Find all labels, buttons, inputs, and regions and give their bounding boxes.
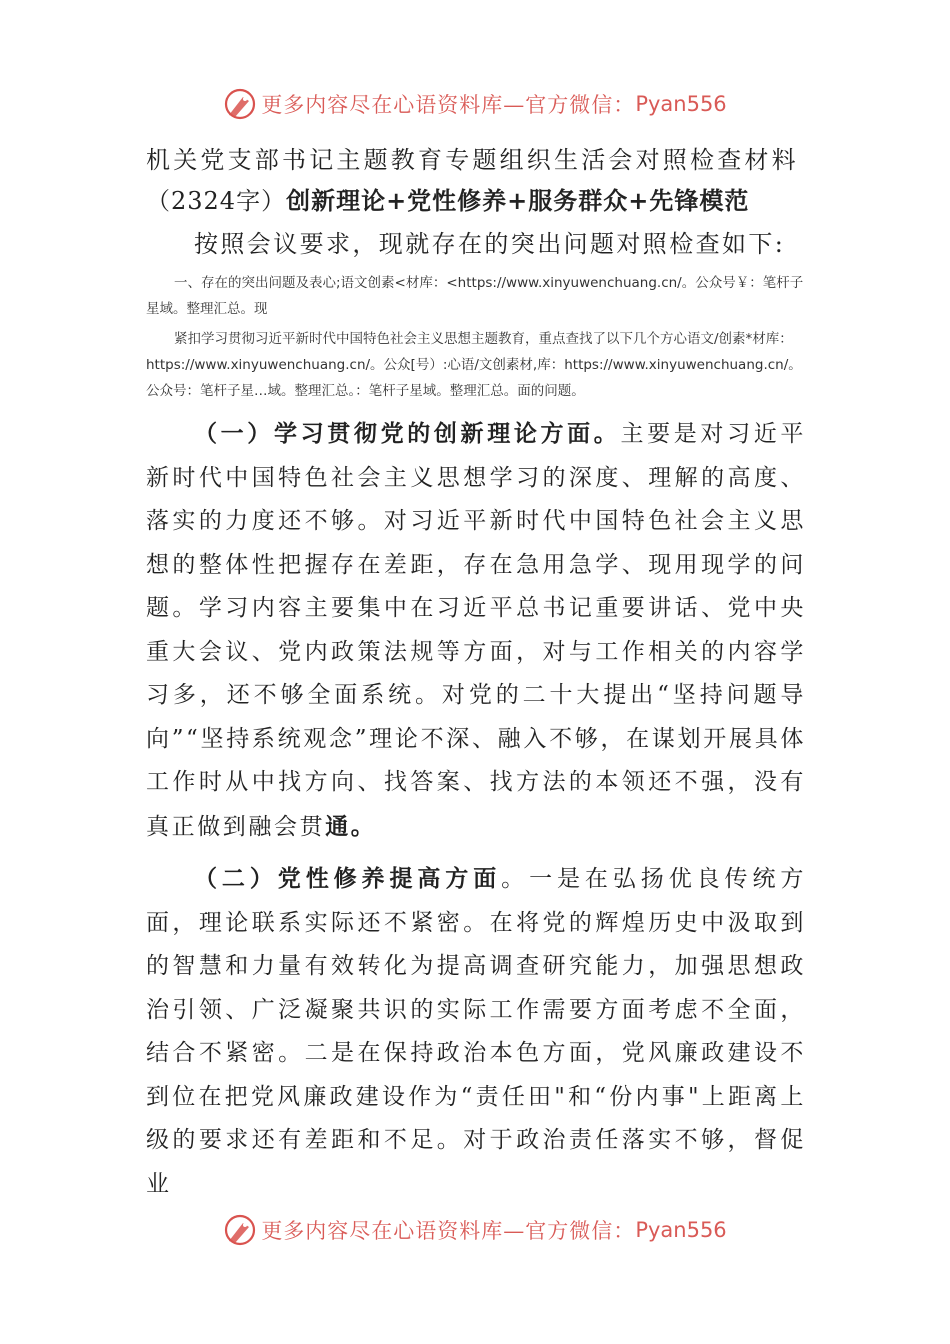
- banner-text: 更多内容尽在心语资料库—官方微信：: [261, 93, 636, 117]
- doc-title-line2: [146, 180, 806, 222]
- section-1-text: 主要是对习近平新时代中国特色社会主义思想学习的深度、理解的高度、落实的力度还不够。对习近平新时代中国特色社会主义思想的整体性把握存在差距，存在急用急学、现用现学的问题。学习内容主要集中在习近平总书记重要讲话、党中央重大会议、党内政策法规等方面，对与工作相关的内容学习多，还不够全面系统。对党的二十大提出“坚持问题导向”“坚持系统观念”理论不深、融入不够，在谋划开展具体工作时从中找方向、找答案、找方法的本领还不强，没有真正做到融会贯: [146, 421, 806, 840]
- doc-title-wordcount: （2324字）: [146, 187, 287, 215]
- header-banner: [0, 82, 950, 126]
- document-body: [146, 140, 806, 1206]
- doc-title-line1: 机关党支部书记主题教育专题组织生活会对照检查材料: [146, 146, 799, 174]
- section-2-paragraph: [146, 857, 806, 1206]
- section-1-tail: 通。: [325, 812, 377, 840]
- small-paragraph-1: 一、存在的突出问题及表心;语文创素<材库：<https://www.xinyuwenchuang.cn/。公众号￥：笔杆子星域。整理汇总。现: [146, 275, 804, 317]
- pen-nib-logo-icon: [223, 1213, 257, 1247]
- pen-nib-logo-icon: [223, 87, 257, 121]
- doc-title-topics: 创新理论+党性修养+服务群众+先锋模范: [286, 186, 750, 215]
- footer-banner: [0, 1208, 950, 1252]
- intro-line: 按照会议要求，现就存在的突出问题对照检查如下:: [194, 230, 786, 258]
- small-paragraph-2: 紧扣学习贯彻习近平新时代中国特色社会主义思想主题教育，重点查找了以下几个方心语文/创素*材库：https://www.xinyuwenchuang.cn/。公众[号）:心语/文创素材,库：https://www.xinyuwenchuang.cn/。公众号：笔杆子星…域。整理汇总。：笔杆子星域。整理汇总。面的问题。: [146, 331, 802, 399]
- banner-wechat-id: Pyan556: [635, 92, 727, 116]
- section-1-heading: （一）学习贯彻党的创新理论方面。: [194, 420, 621, 447]
- section-2-text: 。一是在弘扬优良传统方面，理论联系实际还不紧密。在将党的辉煌历史中汲取到的智慧和力量有效转化为提高调查研究能力，加强思想政治引领、广泛凝聚共识的实际工作需要方面考虑不全面，结合不紧密。二是在保持政治本色方面，党风廉政建设不到位在把党风廉政建设作为“责任田"和“份内事"上距离上级的要求还有差距和不足。对于政治责任落实不够，督促业: [146, 866, 806, 1197]
- section-1-paragraph: [146, 412, 806, 849]
- banner-text: 更多内容尽在心语资料库—官方微信：: [261, 1219, 636, 1243]
- banner-wechat-id: Pyan556: [635, 1218, 727, 1242]
- section-2-heading: （二）党性修养提高方面: [194, 865, 502, 892]
